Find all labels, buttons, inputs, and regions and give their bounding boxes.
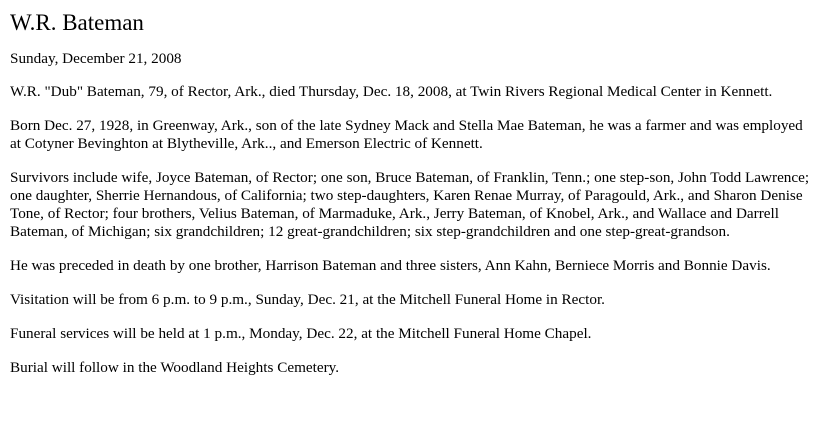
paragraph-visitation: Visitation will be from 6 p.m. to 9 p.m., Sunday, Dec. 21, at the Mitchell Funeral Home in Rector.: [10, 291, 605, 308]
paragraph-biography: Born Dec. 27, 1928, in Greenway, Ark., son of the late Sydney Mack and Stella Mae Bateman, he was a farmer and was employed at Cotyner Bevinghton at Blytheville, Ark.., and Emerson Electric of Kennett.: [10, 117, 803, 152]
paragraph-survivors: Survivors include wife, Joyce Bateman, of Rector; one son, Bruce Bateman, of Franklin, Tenn.; one step-son, John Todd Lawrence; one daughter, Sherrie Hernandous, of California; two step-daughters, Karen Renae Murray, of Paragould, Ark., and Sharon Denise Tone, of Rector; four brothers, Velius Bateman, of Marmaduke, Ark., Jerry Bateman, of Knobel, Ark., and Wallace and Darrell Bateman, of Michigan; six grandchildren; 12 great-grandchildren; six step-grandchildren and one step-great-grandson.: [10, 169, 810, 240]
paragraph-death-notice: W.R. "Dub" Bateman, 79, of Rector, Ark., died Thursday, Dec. 18, 2008, at Twin Rivers Regional Medical Center in Kennett.: [10, 83, 773, 100]
publish-date: Sunday, December 21, 2008: [10, 50, 182, 67]
paragraph-burial: Burial will follow in the Woodland Heights Cemetery.: [10, 359, 340, 376]
page-title: W.R. Bateman: [10, 10, 144, 35]
paragraph-preceded: He was preceded in death by one brother, Harrison Bateman and three sisters, Ann Kahn, Berniece Morris and Bonnie Davis.: [10, 257, 771, 274]
paragraph-funeral: Funeral services will be held at 1 p.m., Monday, Dec. 22, at the Mitchell Funeral Home Chapel.: [10, 325, 592, 342]
